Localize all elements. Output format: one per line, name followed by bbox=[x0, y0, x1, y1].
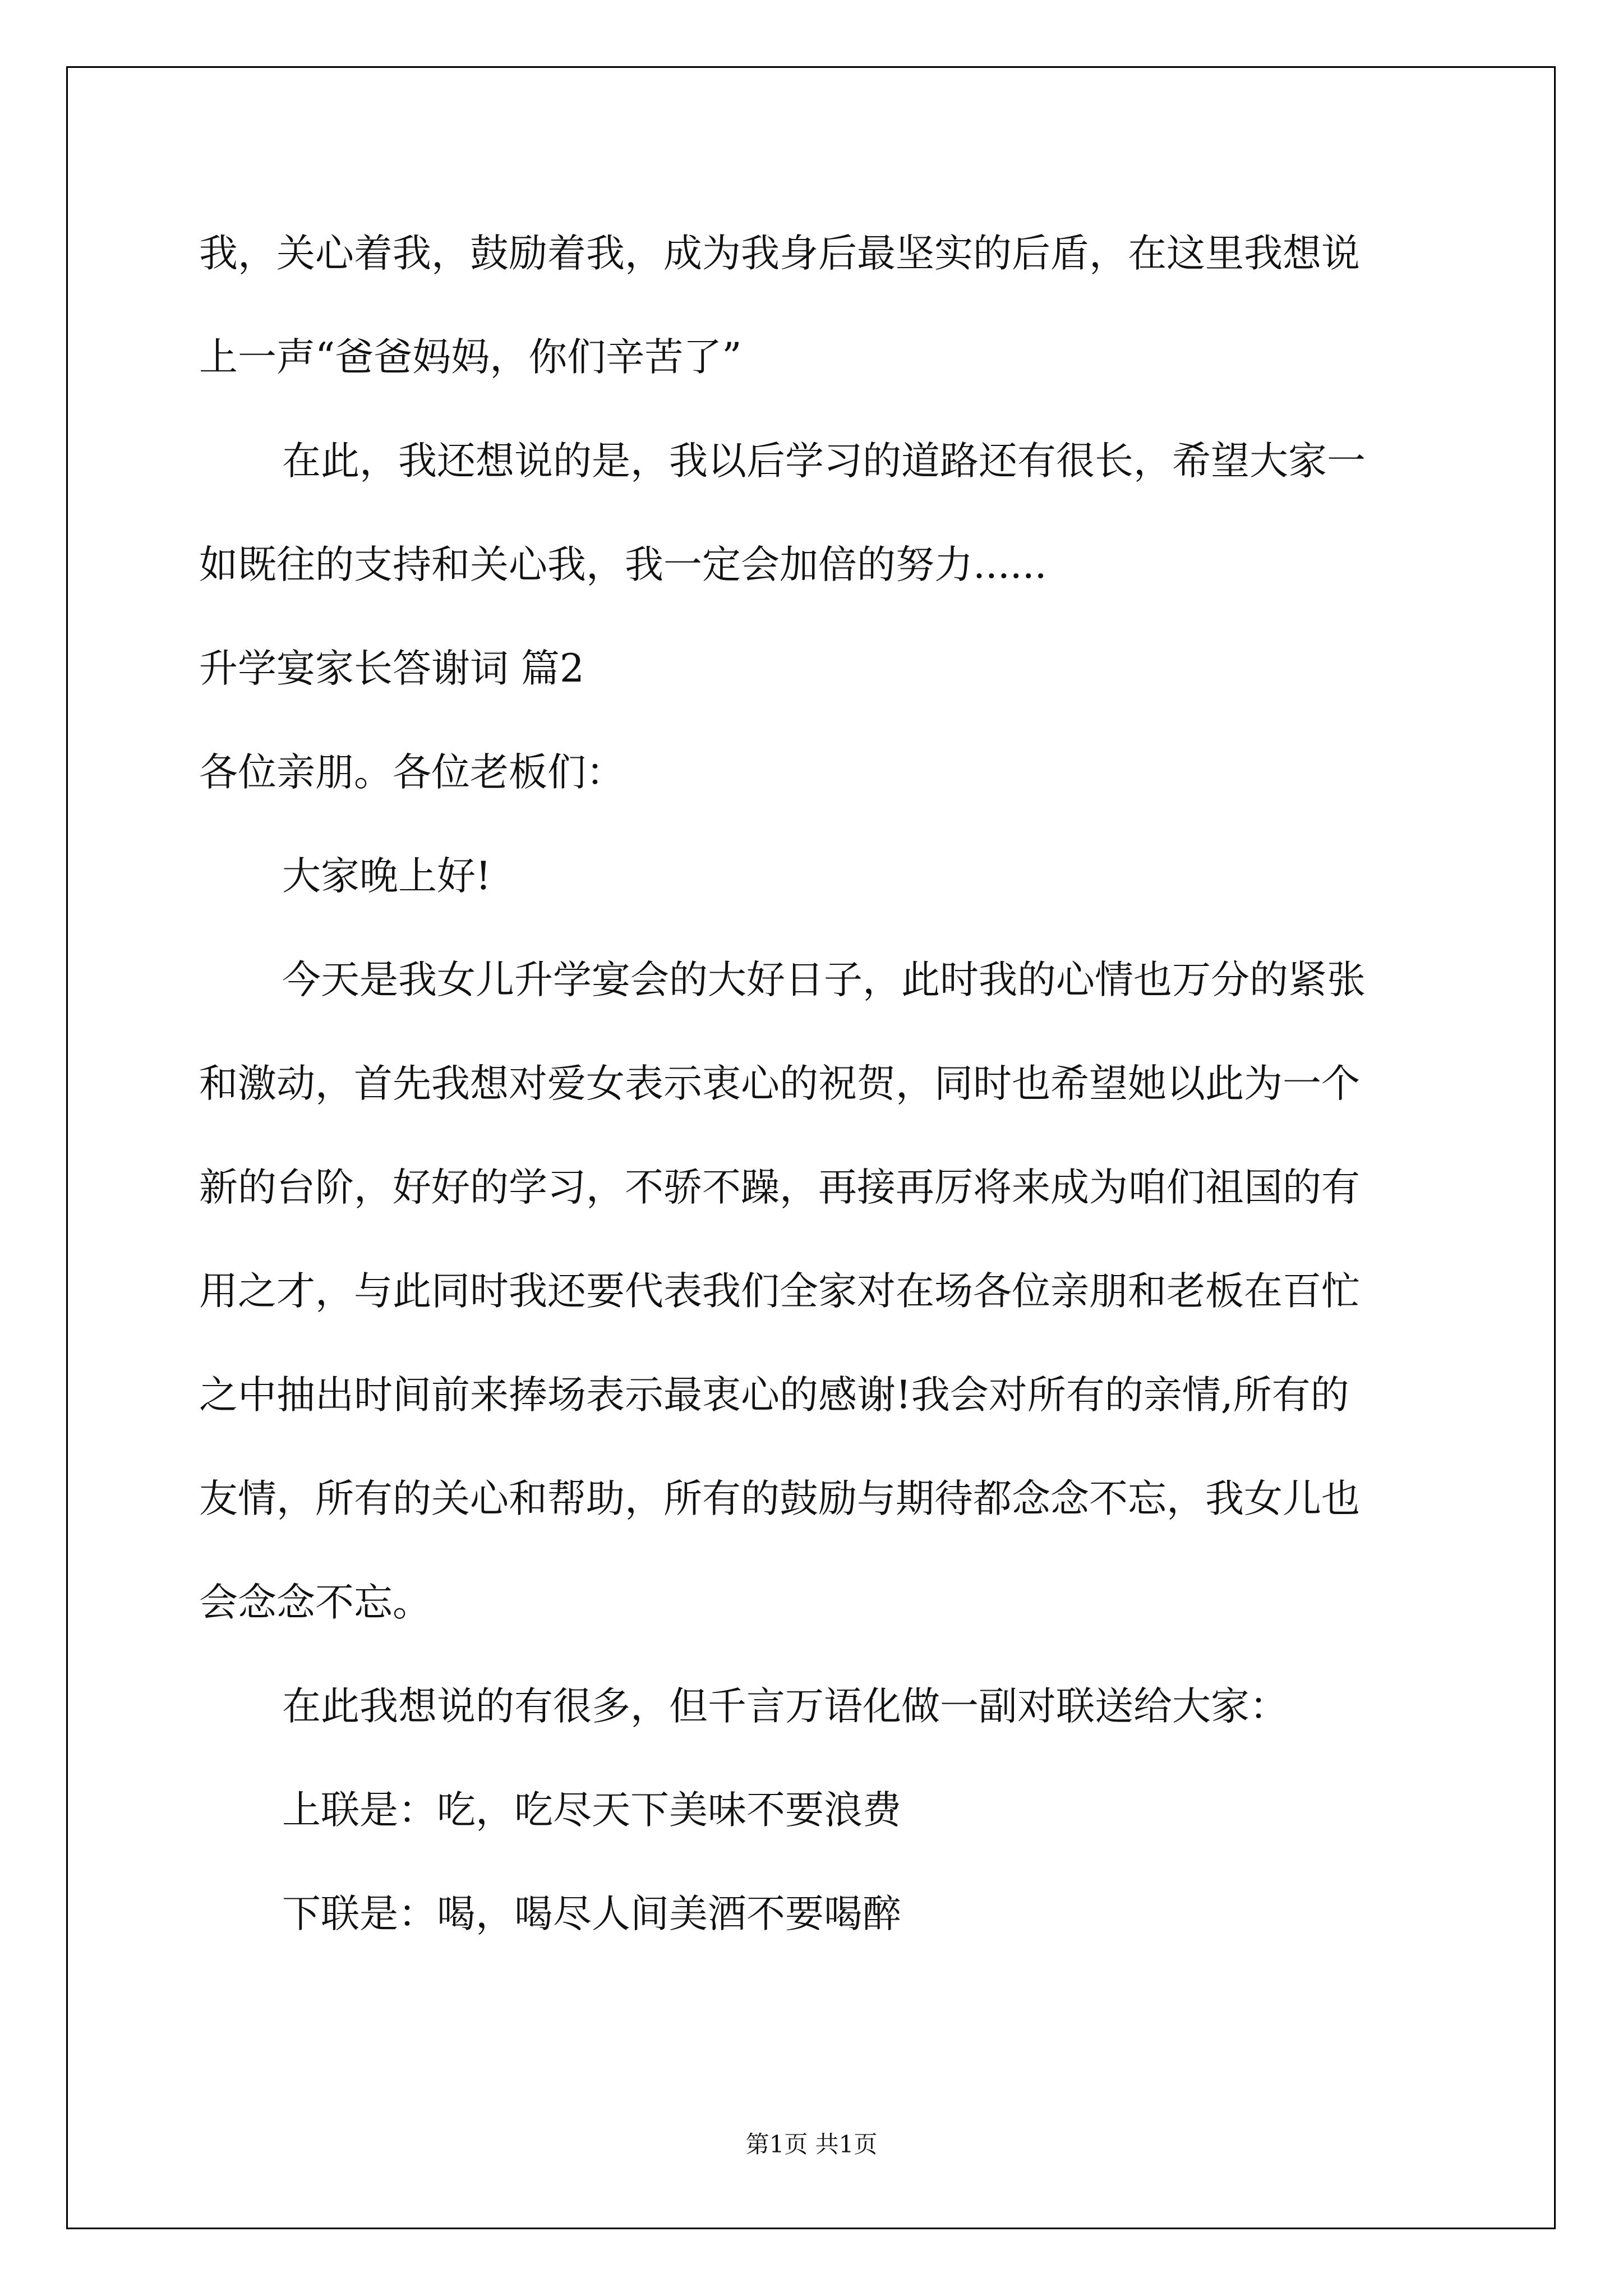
text-line: 如既往的支持和关心我，我一定会加倍的努力...... bbox=[199, 542, 1047, 587]
text-line: 在此我想说的有很多，但千言万语化做一副对联送给大家： bbox=[282, 1684, 1288, 1729]
text-line: 今天是我女儿升学宴会的大好日子，此时我的心情也万分的紧张 bbox=[282, 958, 1366, 1002]
text-line: 用之才，与此同时我还要代表我们全家对在场各位亲朋和老板在百忙 bbox=[199, 1269, 1360, 1314]
text-line: 和激动，首先我想对爱女表示衷心的祝贺，同时也希望她以此为一个 bbox=[199, 1061, 1360, 1106]
couplet-lower: 下联是：喝，喝尽人间美酒不要喝醉 bbox=[282, 1892, 901, 1936]
greeting: 大家晚上好! bbox=[282, 854, 491, 899]
text-line: 友情，所有的关心和帮助，所有的鼓励与期待都念念不忘，我女儿也 bbox=[199, 1476, 1360, 1521]
text-line: 之中抽出时间前来捧场表示最衷心的感谢!我会对所有的亲情,所有的 bbox=[199, 1373, 1349, 1418]
text-line: 我，关心着我，鼓励着我，成为我身后最坚实的后盾，在这里我想说 bbox=[199, 231, 1360, 276]
section-heading: 升学宴家长答谢词 篇2 bbox=[199, 646, 584, 691]
couplet-upper: 上联是：吃，吃尽天下美味不要浪费 bbox=[282, 1788, 901, 1833]
salutation: 各位亲朋。各位老板们： bbox=[199, 750, 625, 795]
text-line: 会念念不忘。 bbox=[199, 1580, 431, 1625]
text-line: 在此，我还想说的是，我以后学习的道路还有很长，希望大家一 bbox=[282, 439, 1366, 484]
text-line: 上一声“爸爸妈妈，你们辛苦了” bbox=[199, 335, 742, 380]
text-line: 新的台阶，好好的学习，不骄不躁，再接再厉将来成为咱们祖国的有 bbox=[199, 1165, 1360, 1210]
page-footer: 第1页 共1页 bbox=[745, 2131, 878, 2158]
